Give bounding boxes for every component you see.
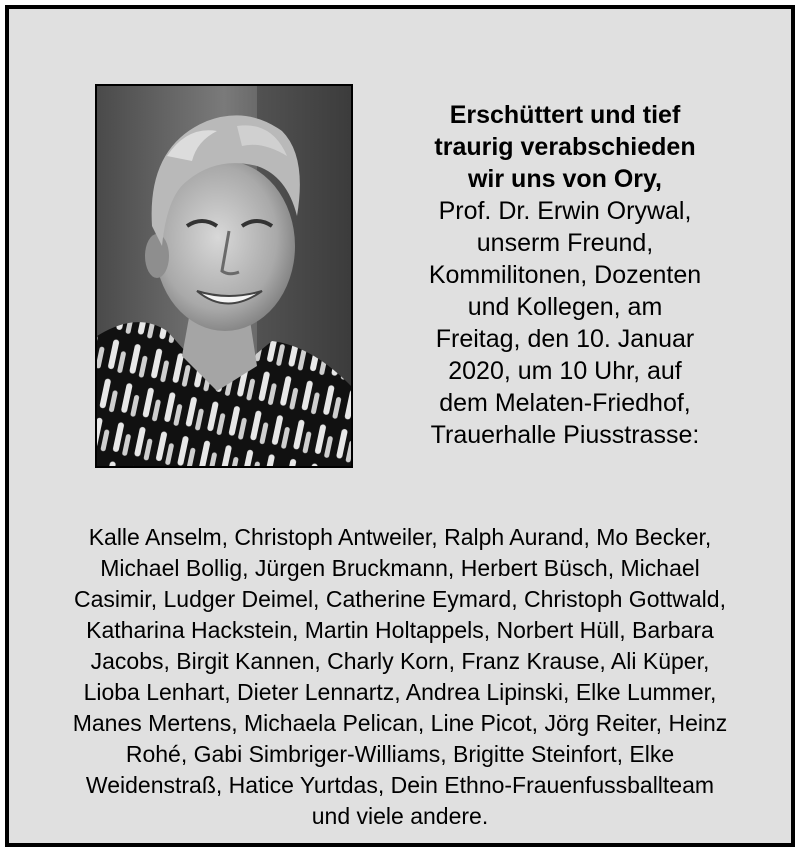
intro-line: Prof. Dr. Erwin Orywal,	[438, 197, 692, 225]
portrait-photo	[95, 84, 353, 468]
intro-line: Freitag, den 10. Januar	[435, 325, 695, 353]
intro-line: und Kollegen, am	[467, 293, 663, 321]
mourners-line: Katharina Hackstein, Martin Holtappels, Norbert Hüll, Barbara	[86, 617, 714, 643]
obituary-card	[5, 5, 795, 847]
intro-line: 2020, um 10 Uhr, auf	[448, 357, 682, 385]
intro-heading-line: wir uns von Ory,	[467, 165, 663, 193]
mourners-line: und viele andere.	[311, 803, 489, 829]
intro-line: unserm Freund,	[476, 229, 654, 257]
mourners-line: Kalle Anselm, Christoph Antweiler, Ralph Aurand, Mo Becker,	[88, 524, 712, 550]
mourners-line: Manes Mertens, Michaela Pelican, Line Picot, Jörg Reiter, Heinz	[72, 710, 728, 736]
mourners-list	[39, 522, 761, 832]
intro-line: Trauerhalle Piusstrasse:	[430, 421, 700, 449]
intro-line: dem Melaten-Friedhof,	[439, 389, 691, 417]
mourners-line: Jacobs, Birgit Kannen, Charly Korn, Franz Krause, Ali Küper,	[90, 648, 710, 674]
mourners-line: Casimir, Ludger Deimel, Catherine Eymard, Christoph Gottwald,	[74, 586, 726, 612]
intro-text	[379, 99, 751, 451]
intro-heading-line: traurig verabschieden	[434, 133, 696, 161]
mourners-line: Lioba Lenhart, Dieter Lennartz, Andrea Lipinski, Elke Lummer,	[83, 679, 717, 705]
mourners-line: Michael Bollig, Jürgen Bruckmann, Herbert Büsch, Michael	[100, 555, 700, 581]
mourners-line: Weidenstraß, Hatice Yurtdas, Dein Ethno-Frauenfussballteam	[85, 772, 715, 798]
mourners-line: Rohé, Gabi Simbriger-Williams, Brigitte Steinfort, Elke	[125, 741, 675, 767]
intro-heading-line: Erschüttert und tief	[449, 101, 681, 129]
intro-line: Kommilitonen, Dozenten	[428, 261, 702, 289]
